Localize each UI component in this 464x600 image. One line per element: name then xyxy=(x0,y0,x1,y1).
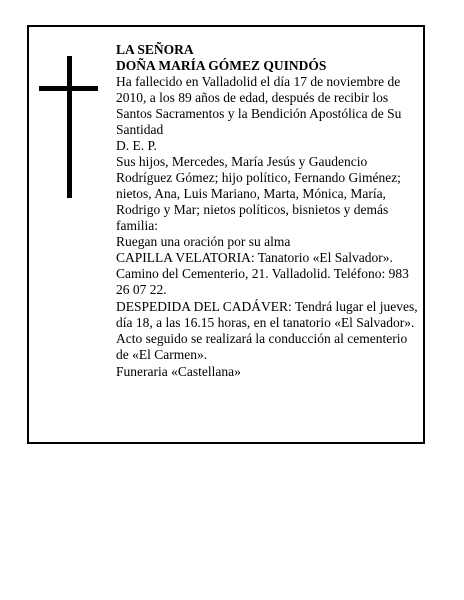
chapel-info: CAPILLA VELATORIA: Tanatorio «El Salvador». Camino del Cementerio, 21. Valladolid. Teléfono: 983 26 07 22. xyxy=(116,250,409,297)
death-announcement: Ha fallecido en Valladolid el día 17 de noviembre de 2010, a los 89 años de edad, después de recibir los Santos Sacramentos y la Bendición Apostólica de Su Santidad xyxy=(116,74,402,137)
cross-vertical-bar xyxy=(67,56,72,198)
prayer-request: Ruegan una oración por su alma xyxy=(116,234,291,249)
deceased-title: LA SEÑORA xyxy=(116,42,194,57)
funeral-home: Funeraria «Castellana» xyxy=(116,364,241,379)
cross-horizontal-bar xyxy=(39,86,98,91)
obituary-notice xyxy=(27,25,425,444)
family-list: Sus hijos, Mercedes, María Jesús y Gaudencio Rodríguez Gómez; hijo político, Fernando Giménez; nietos, Ana, Luis Mariano, Marta, Mónica, María, Rodrigo y Mar; nietos políticos, bisnietos y demás familia: xyxy=(116,154,401,233)
farewell-info: DESPEDIDA DEL CADÁVER: Tendrá lugar el jueves, día 18, a las 16.15 horas, en el tanatorio «El Salvador». Acto seguido se realizará la conducción al cementerio de «El Carmen». xyxy=(116,299,418,362)
rip-line: D. E. P. xyxy=(116,138,157,153)
obituary-text xyxy=(116,42,418,380)
deceased-name: DOÑA MARÍA GÓMEZ QUINDÓS xyxy=(116,58,327,73)
